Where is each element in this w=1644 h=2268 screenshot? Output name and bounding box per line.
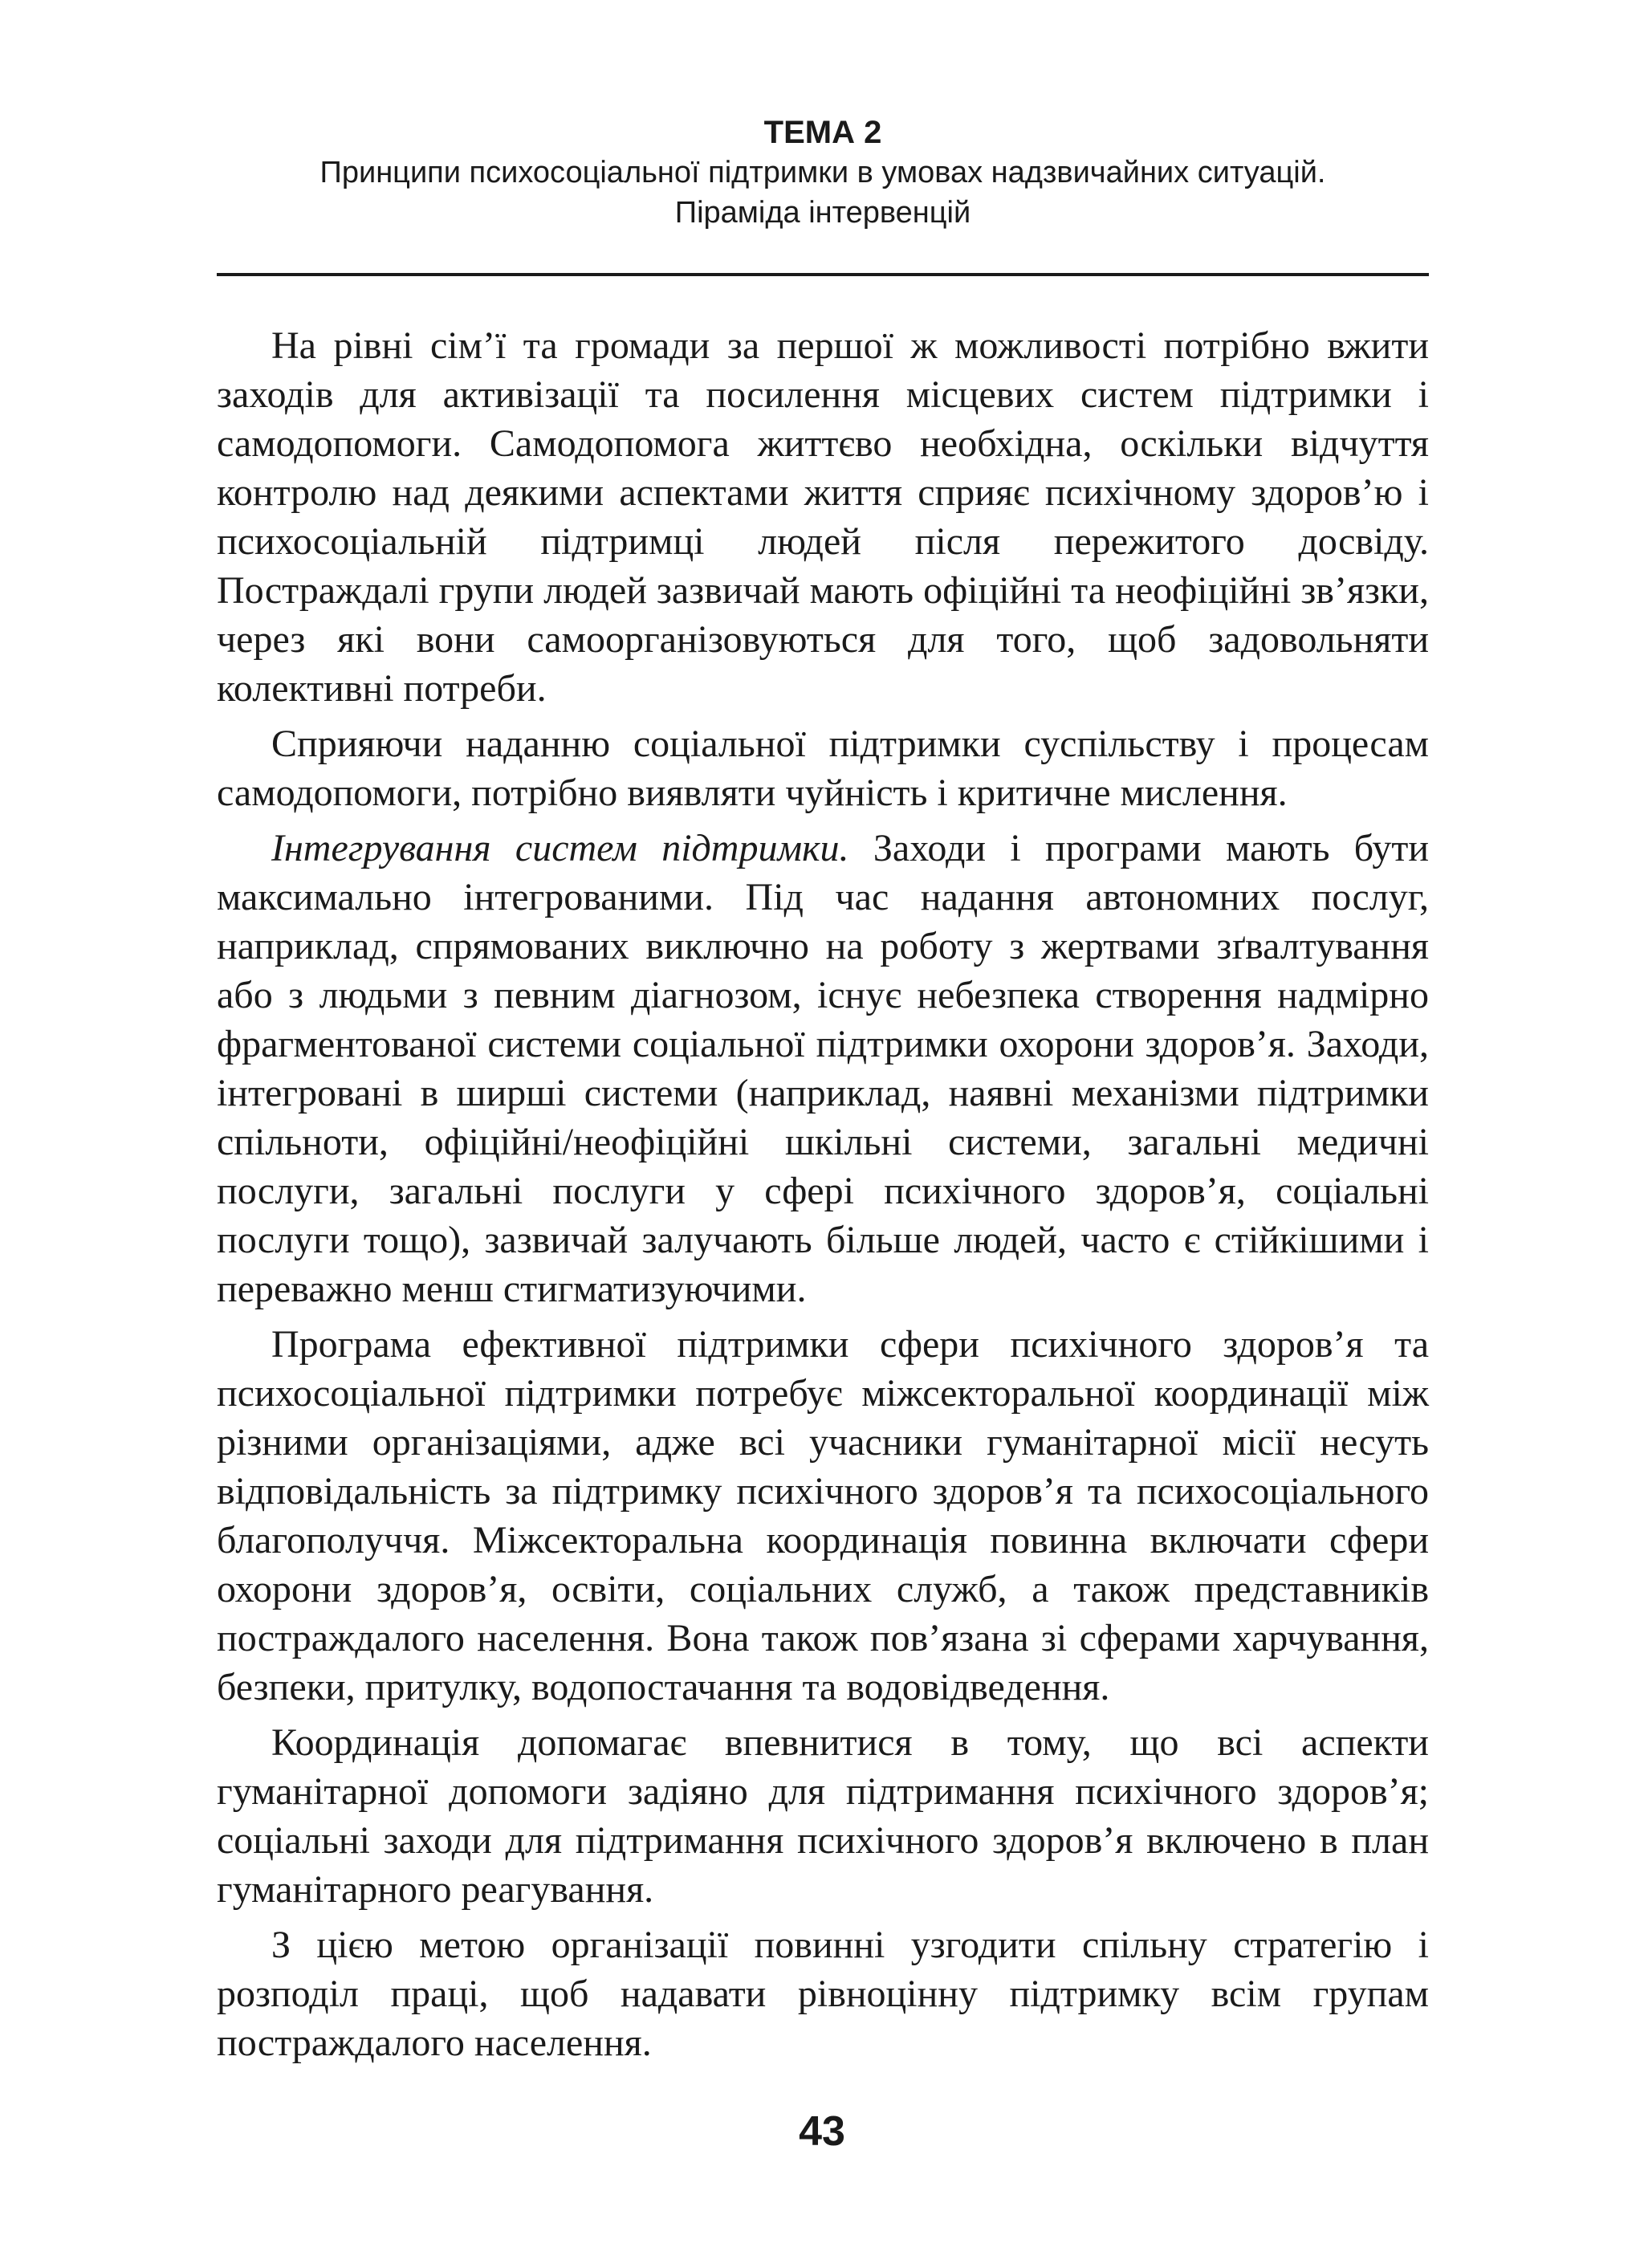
paragraph: Координація допомагає впевнитися в тому, що всі аспекти гуманітарної допомоги задіяно для підтримання психічного здоров’я; соціальні заходи для підтримання психічного здоров’я включено в план гуманітарного реагування. [217, 1721, 1429, 1911]
topic-subtitle-line-2: Піраміда інтервенцій [674, 196, 971, 230]
paragraph: З цією метою організації повинні узгодити спільну стратегію і розподіл праці, щоб надавати рівноцінну підтримку всім групам постраждалого населення. [217, 1924, 1429, 2064]
header-divider [217, 273, 1429, 276]
topic-label: ТЕМА 2 [763, 115, 882, 150]
topic-subtitle-line-1: Принципи психосоціальної підтримки в умовах надзвичайних ситуацій. [319, 156, 1326, 189]
paragraph: Програма ефективної підтримки сфери психічного здоров’я та психосоціальної підтримки потребує міжсекторальної координації між різними організаціями, адже всі учасники гуманітарної місії несуть відповідальність за підтримку психічного здоров’я та психосоціального благополуччя. Міжсекторальна координація повинна включати сфери охорони здоров’я, освіти, соціальних служб, а також представників постраждалого населення. Вона також пов’язана зі сферами харчування, безпеки, притулку, водопостачання та водовідведення. [217, 1323, 1429, 1708]
paragraph: На рівні сім’ї та громади за першої ж можливості потрібно вжити заходів для активізації та посилення місцевих систем підтримки і самодопомоги. Самодопомога життєво необхідна, оскільки відчуття контролю над деякими аспектами життя сприяє психічному здоров’ю і психосоціальній підтримці людей після пережитого досвіду. Постраждалі групи людей зазвичай мають офіційні та неофіційні зв’язки, через які вони самоорганізовуються для того, щоб задовольняти колективні потреби. [217, 324, 1429, 710]
body-text [217, 321, 1429, 2067]
paragraph: Сприяючи наданню соціальної підтримки суспільству і процесам самодопомоги, потрібно виявляти чуйність і критичне мислення. [217, 723, 1429, 814]
page-number: 43 [799, 2108, 845, 2155]
italic-lead-in: Інтегрування систем підтримки. [271, 827, 849, 869]
paragraph-text: Заходи і програми мають бути максимально інтегрованими. Під час надання автономних послуг, наприклад, спрямованих виключно на роботу з жертвами зґвалтування або з людьми з певним діагнозом, існує небезпека створення надмірно фрагментованої системи соціальної підтримки охорони здоров’я. Заходи, інтегровані в ширші системи (наприклад, наявні механізми підтримки спільноти, офіційні/неофіційні шкільні системи, загальні медичні послуги, загальні послуги у сфері психічного здоров’я, соціальні послуги тощо), зазвичай залучають більше людей, часто є стійкішими і переважно менш стигматизуючими. [217, 827, 1429, 1310]
paragraph [217, 824, 1429, 1313]
running-header [217, 112, 1429, 233]
